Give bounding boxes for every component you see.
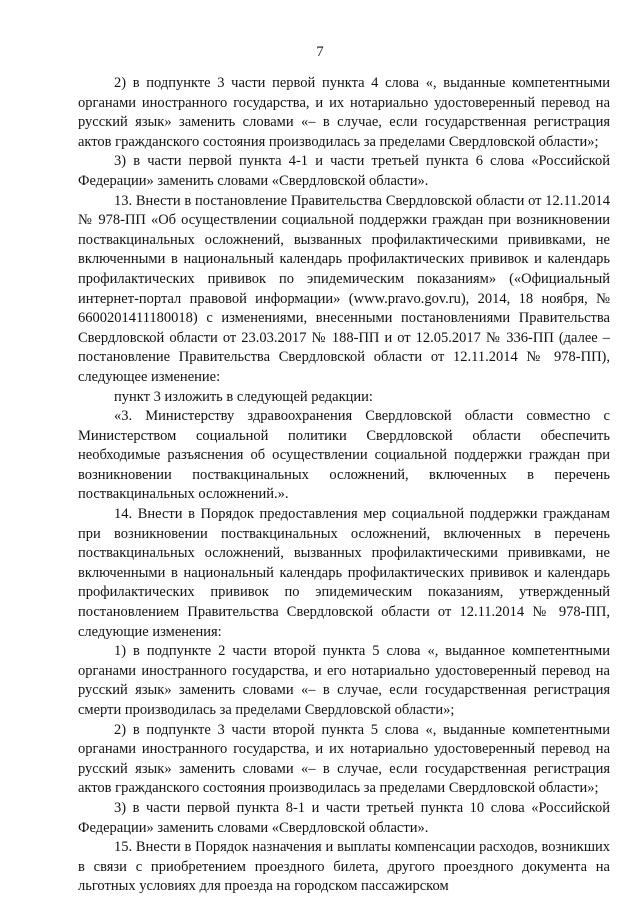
page-number: 7 — [316, 44, 324, 60]
paragraph-point-13: 13. Внести в постановление Правительства Свердловской области от 12.11.2014 № 978-ПП «Об осуществлении социальной поддержки граждан при возникновении поствакцинальных осложнений, вызванных профилактическими прививками, не включенными в национальный календарь профилактических прививок и календарь профилактических прививок по эпидемическим показаниям» («Официальный интернет-портал правовой информации» (www.pravo.gov.ru), 2014, 18 ноября, № 6600201411180018) с изменениями, внесенными постановлениями Правительства Свердловской области от 23.03.2017 № 188-ПП и от 12.05.2017 № 336-ПП (далее – постановление Правительства Свердловской области от 12.11.2014 № 978-ПП), следующее изменение: — [78, 192, 610, 385]
paragraph-item-3: 3) в части первой пункта 4-1 и части третьей пункта 6 слова «Российской Федерации» заменить словами «Свердловской области». — [78, 153, 610, 189]
paragraph-item-2: 2) в подпункте 3 части первой пункта 4 слова «, выданные компетентными органами иностранного государства, и их нотариально удостоверенный перевод на русский язык» заменить словами «– в случае, если государственная регистрация актов гражданского состояния производилась за пределами Свердловской области»; — [78, 75, 610, 150]
paragraph-point-14: 14. Внести в Порядок предоставления мер социальной поддержки гражданам при возникновении поствакцинальных осложнений, включенных в перечень поствакцинальных осложнений, вызванных профилактическими прививками, не включенными в национальный календарь профилактических прививок и календарь профилактических прививок по эпидемическим показаниям, утвержденный постановлением Правительства Свердловской области от 12.11.2014 № 978-ПП, следующие изменения: — [78, 506, 610, 640]
paragraph-subitem-1: 1) в подпункте 2 части второй пункта 5 слова «, выданное компетентными органами иностранного государства, и его нотариально удостоверенный перевод на русский язык» заменить словами «– в случае, если государственная регистрация смерти производилась за пределами Свердловской области»; — [78, 643, 610, 718]
paragraph-subitem-2: 2) в подпункте 3 части второй пункта 5 слова «, выданные компетентными органами иностранного государства, и их нотариально удостоверенный перевод на русский язык» заменить словами «– в случае, если государственная регистрация актов гражданского состояния производилась за пределами Свердловской области»; — [78, 721, 610, 797]
paragraph-new-point-3: «3. Министерству здравоохранения Свердловской области совместно с Министерством социальной политики Свердловской области обеспечить необходимые разъяснения об осуществлении социальной поддержки граждан при возникновении поствакцинальных осложнений, включенных в перечень поствакцинальных осложнений.». — [78, 408, 610, 503]
paragraph-subitem-3: 3) в части первой пункта 8-1 и части третьей пункта 10 слова «Российской Федерации» заменить словами «Свердловской области». — [78, 799, 610, 836]
paragraph-edit-instruction: пункт 3 изложить в следующей редакции: — [114, 388, 373, 405]
document-body — [78, 74, 610, 897]
paragraph-point-15: 15. Внести в Порядок назначения и выплаты компенсации расходов, возникших в связи с приобретением проездного билета, другого проездного документа на льготных условиях для проезда на городском пассажирском — [78, 839, 610, 895]
